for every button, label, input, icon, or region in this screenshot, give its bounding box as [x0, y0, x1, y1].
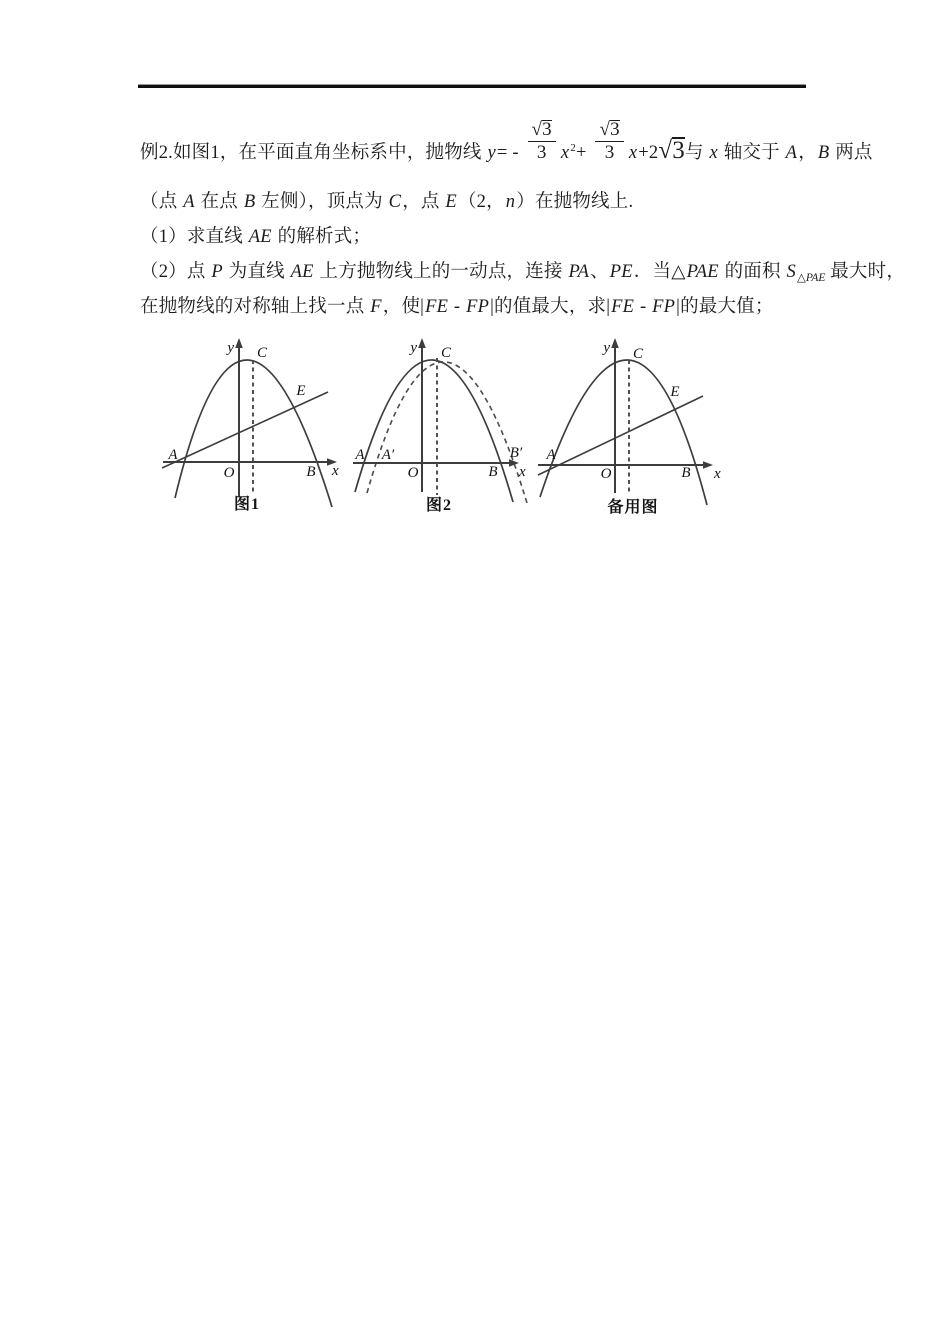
- parabola-curve: [540, 360, 707, 505]
- text-segment: -: [635, 297, 652, 317]
- label-x: x: [332, 463, 339, 479]
- problem-line-5: [140, 294, 774, 320]
- text-segment: （2）点: [140, 262, 211, 282]
- text-segment: PA: [568, 262, 590, 282]
- text-segment: FE: [611, 297, 635, 317]
- y-axis-arrowhead: [611, 338, 619, 348]
- text-segment: AE: [248, 227, 272, 247]
- problem-line-3: [140, 224, 371, 250]
- label-a-prime: A′: [381, 447, 395, 463]
- text-segment: |的值最大，求|: [490, 297, 611, 317]
- label-b: B: [306, 464, 316, 480]
- text-segment: PE: [609, 262, 633, 282]
- label-b-prime: B′: [509, 445, 523, 461]
- text-segment: FP: [652, 297, 676, 317]
- text-segment: FE: [425, 297, 449, 317]
- x-axis-arrowhead: [703, 461, 713, 469]
- text-segment: （1）求直线: [140, 227, 248, 247]
- text-segment: √: [658, 137, 673, 164]
- text-segment: 在抛物线的对称轴上找一点: [140, 297, 370, 317]
- fraction: [528, 119, 556, 164]
- fraction: [595, 119, 623, 164]
- text-segment: ，点: [402, 192, 445, 212]
- text-segment: 2: [570, 142, 576, 154]
- fraction-denominator: [528, 141, 556, 164]
- label-o: O: [407, 465, 419, 481]
- text-segment: F: [370, 297, 382, 317]
- text-segment: 最大时，: [825, 262, 906, 282]
- label-b: B: [488, 464, 498, 480]
- label-a: A: [355, 447, 365, 463]
- parabola-curve-dashed: [367, 362, 527, 503]
- text-segment: B: [817, 143, 830, 163]
- label-y: y: [410, 340, 417, 356]
- text-segment: x: [628, 143, 638, 163]
- text-segment: n: [505, 192, 516, 212]
- text-segment: 3: [536, 142, 547, 163]
- text-segment: A: [183, 192, 195, 212]
- problem-line-1: [140, 119, 873, 178]
- text-segment: AE: [290, 262, 314, 282]
- text-segment: x: [709, 143, 718, 163]
- label-c: C: [632, 346, 644, 362]
- text-segment: 左侧），顶点为: [256, 192, 388, 212]
- text-segment: = -: [496, 143, 524, 163]
- text-segment: +2: [638, 143, 659, 163]
- figure-3-caption: 备用图: [607, 499, 659, 516]
- text-segment: -: [449, 297, 466, 317]
- label-o: O: [600, 466, 612, 482]
- y-axis-arrowhead: [235, 338, 243, 348]
- fraction-denominator: [595, 141, 623, 164]
- label-a: A: [546, 447, 556, 463]
- figure-1-caption: 图1: [233, 496, 261, 513]
- text-segment: x: [560, 143, 570, 163]
- text-segment: ．当△: [633, 262, 686, 282]
- text-segment: 为直线: [223, 262, 290, 282]
- text-segment: √: [531, 119, 543, 140]
- figure-2: [345, 332, 540, 522]
- text-segment: （2，: [457, 192, 505, 212]
- text-segment: 在点: [195, 192, 243, 212]
- text-segment: +: [576, 143, 592, 163]
- text-segment: PAE: [686, 262, 719, 282]
- problem-line-2: [140, 189, 633, 215]
- text-segment: 例2.如图1，在平面直角坐标系中，抛物线: [140, 143, 487, 163]
- text-segment: C: [388, 192, 402, 212]
- label-c: C: [256, 345, 268, 361]
- label-e: E: [670, 384, 680, 400]
- text-segment: 3: [542, 119, 552, 140]
- y-axis-arrowhead: [418, 338, 426, 348]
- text-segment: △PAE: [796, 272, 826, 284]
- text-segment: 轴交于: [718, 143, 785, 163]
- text-segment: 的面积: [719, 262, 786, 282]
- label-y: y: [603, 340, 610, 356]
- text-segment: E: [445, 192, 457, 212]
- text-segment: FP: [466, 297, 490, 317]
- problem-line-4: [140, 259, 905, 291]
- text-segment: A: [785, 143, 798, 163]
- text-segment: 与: [684, 143, 709, 163]
- figure-1: [150, 332, 345, 522]
- text-segment: 上方抛物线上的一动点，连接: [314, 262, 568, 282]
- text-segment: 的解析式；: [272, 227, 372, 247]
- label-y: y: [227, 340, 234, 356]
- text-segment: |的最大值；: [676, 297, 774, 317]
- label-c: C: [440, 345, 452, 361]
- parabola-curve-solid: [355, 360, 513, 502]
- label-x: x: [714, 466, 721, 482]
- header-rule: [138, 84, 806, 88]
- figure-3: [530, 332, 742, 522]
- text-segment: P: [211, 262, 223, 282]
- parabola-curve: [175, 360, 332, 507]
- text-segment: ）在抛物线上.: [516, 192, 634, 212]
- text-segment: S: [786, 262, 796, 282]
- text-segment: y: [487, 143, 496, 163]
- text-segment: 两点: [830, 143, 873, 163]
- fraction-numerator: [528, 119, 556, 141]
- text-segment: （点: [140, 192, 183, 212]
- text-segment: 3: [610, 119, 620, 140]
- text-segment: 3: [672, 137, 685, 164]
- text-segment: B: [243, 192, 256, 212]
- text-segment: 3: [604, 142, 615, 163]
- text-segment: ，使|: [382, 297, 425, 317]
- label-b: B: [681, 465, 691, 481]
- text-segment: ，: [798, 143, 817, 163]
- text-segment: √: [599, 119, 611, 140]
- label-o: O: [223, 465, 235, 481]
- fraction-numerator: [595, 119, 623, 141]
- figures-row: [150, 332, 770, 527]
- label-x: x: [519, 464, 526, 480]
- label-a: A: [168, 447, 178, 463]
- text-segment: 、: [590, 262, 609, 282]
- line-ae: [162, 392, 328, 468]
- label-e: E: [296, 383, 306, 399]
- figure-2-caption: 图2: [425, 497, 453, 514]
